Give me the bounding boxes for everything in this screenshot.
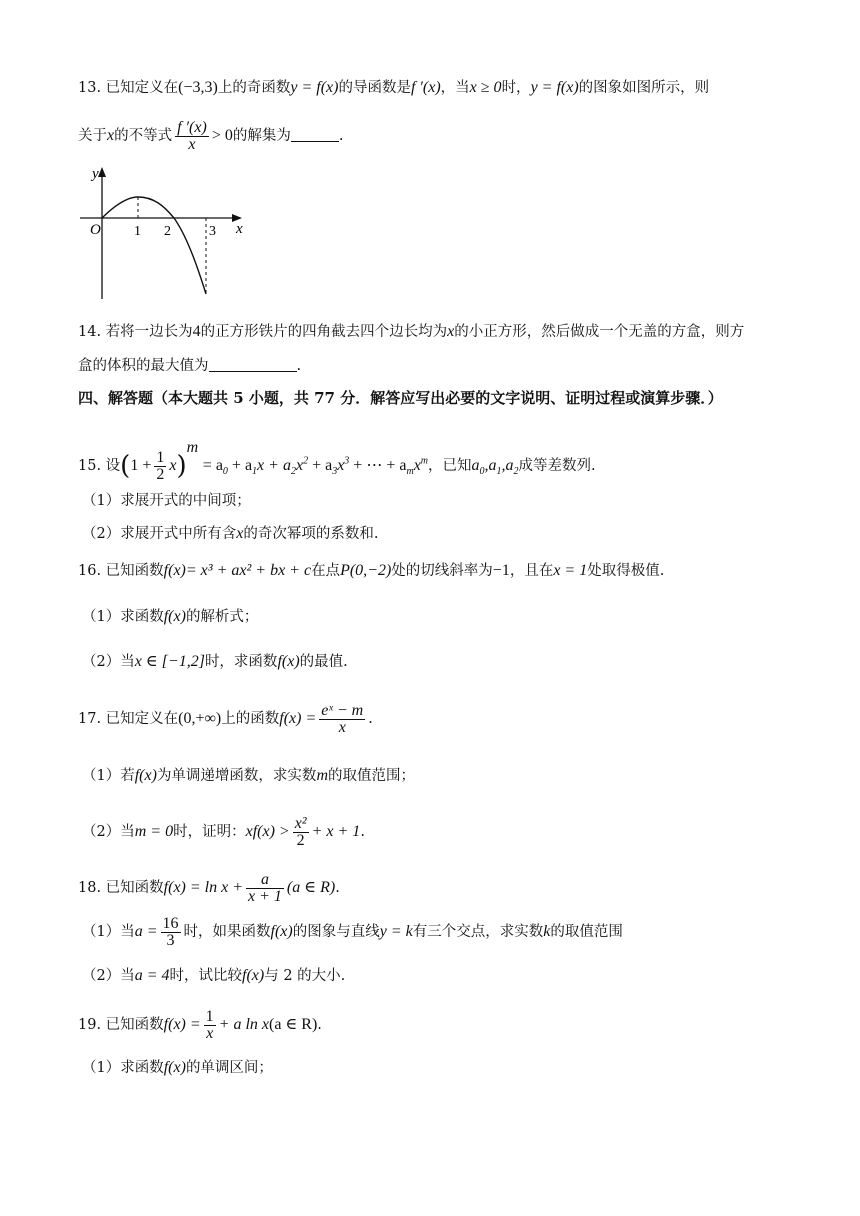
section-4-title: 四、解答题（本大题共 5 小题，共 77 分．解答应写出必要的文字说明、证明过程或演算步骤．）	[78, 389, 723, 407]
q16-number: 16.	[78, 563, 102, 579]
q17-number: 17.	[78, 711, 102, 727]
q18-number: 18.	[78, 880, 102, 896]
q17-sub2: （2）当m = 0时，证明：xf(x) > $\frac{\text{x²}}{2}$ + x + 1.	[82, 814, 365, 849]
q13-graph	[74, 160, 254, 306]
q13-line2: 关于x的不等式 $\frac{f '(x)}{x}$ > 0的解集为 .	[78, 118, 344, 153]
q16-line1: 16. 已知函数f(x)= x³ + ax² + bx + c在点P(0,−2)处的切线斜率为−1，且在x = 1处取得极值.	[78, 562, 665, 579]
q17-line1: 17. 已知定义在(0,+∞)上的函数f(x) = $\frac{\text{eˣ − m}}{x}$ .	[78, 701, 373, 736]
y-axis-arrow	[98, 167, 106, 177]
origin-label: O	[90, 222, 101, 238]
q15-sub2: （2）求展开式中所有含x的奇次幂项的系数和.	[82, 525, 379, 542]
tick-3: 3	[209, 224, 216, 239]
q13-answer-blank[interactable]	[291, 127, 339, 142]
q15-expansion: = $a_0 + a_1x + a_2x^2 + a_3x^3$ + ⋯ + $a_mx^m$	[202, 455, 429, 478]
q13-number: 13.	[78, 80, 102, 96]
q19-sub1: （1）求函数f(x)的单调区间；	[82, 1059, 273, 1076]
q17-sub1: （1）若f(x)为单调递增函数，求实数m的取值范围；	[82, 767, 415, 784]
q15-line1: 15. 设(1 + $\frac{1}{2}$ $x)^m = a_0 + a_1x + a_2x^2 + a_3x^3$ + ⋯ + $a_mx^m$，已知$a_0,a_1,a_2$成等差数列.	[78, 439, 596, 483]
q14-number: 14.	[78, 324, 102, 340]
q19-line1: 19. 已知函数f(x) = $\frac{1}{x}$ + a ln x(a ∈ R).	[78, 1007, 322, 1042]
x-label: x	[236, 221, 243, 237]
q14-line2: 盒的体积的最大值为 .	[78, 358, 302, 374]
q14-line1: 14. 若将一边长为4的正方形铁片的四角截去四个边长均为x的小正方形，然后做成一个无盖的方盒，则方	[78, 323, 745, 340]
tick-2: 2	[164, 224, 171, 239]
q18-sub1: （1）当a = $\frac{16}{3}$ 时，如果函数f(x)的图象与直线y = k有三个交点，求实数k的取值范围	[82, 914, 623, 949]
q13-fraction: $\frac{f '(x)}{x}$	[177, 118, 207, 153]
q13-line1: 13. 已知定义在(−3,3)上的奇函数y = f(x)的导函数是f ′(x)，当x ≥ 0时，y = f(x)的图象如图所示，则	[78, 79, 710, 96]
q19-number: 19.	[78, 1017, 102, 1033]
q16-sub1: （1）求函数f(x)的解析式；	[82, 608, 259, 625]
y-label: y	[92, 166, 99, 182]
q16-sub2: （2）当x ∈ [−1,2]时，求函数f(x)的最值.	[82, 653, 348, 670]
tick-1: 1	[134, 224, 141, 239]
q14-answer-blank[interactable]	[209, 357, 297, 372]
function-curve	[102, 197, 206, 294]
q15-number: 15.	[78, 458, 102, 474]
q15-sub1: （1）求展开式的中间项；	[82, 493, 251, 509]
q18-sub2: （2）当a = 4时，试比较f(x)与 2 的大小.	[82, 967, 346, 984]
q18-line1: 18. 已知函数f(x) = ln x + $\frac{a}{x + 1}$ (a ∈ R).	[78, 870, 340, 905]
